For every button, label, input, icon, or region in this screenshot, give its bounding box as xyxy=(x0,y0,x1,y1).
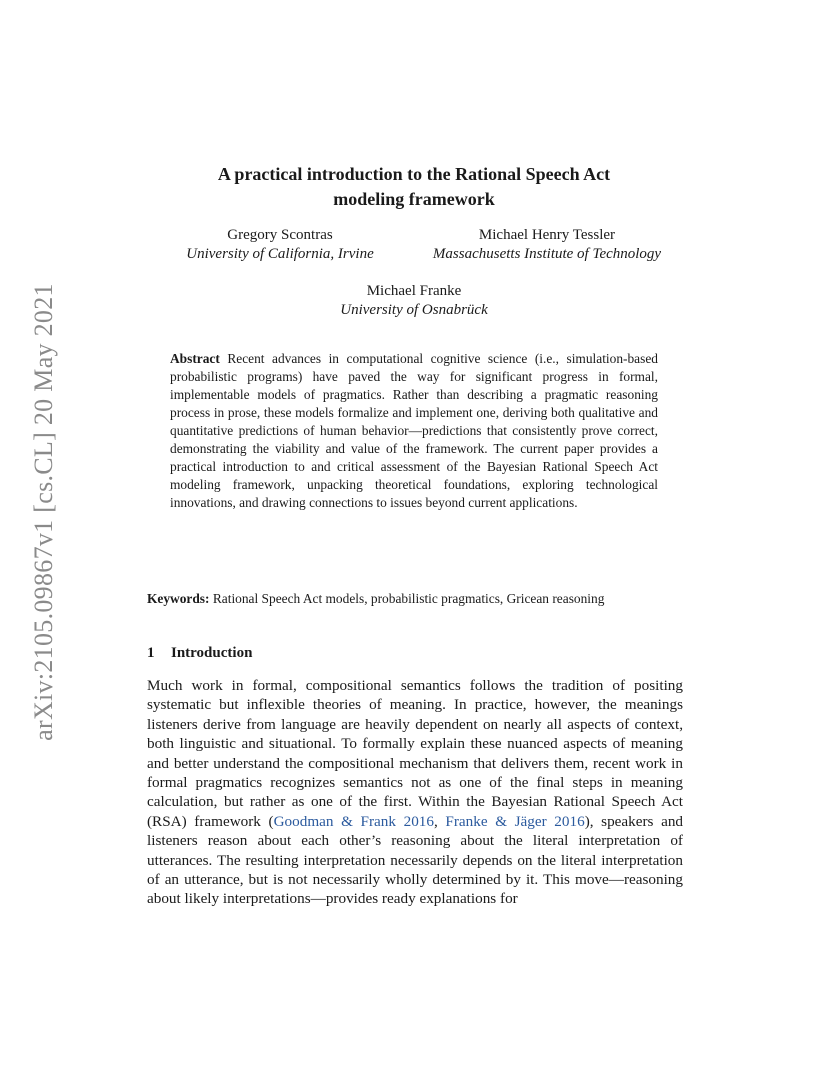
keywords-label: Keywords: xyxy=(147,591,210,606)
arxiv-identifier-stamp: arXiv:2105.09867v1 [cs.CL] 20 May 2021 xyxy=(29,283,58,741)
author-name: Michael Henry Tessler xyxy=(478,227,616,243)
section-number: 1 xyxy=(147,645,155,661)
citation-link-goodman-frank[interactable]: Goodman & Frank 2016 xyxy=(273,812,434,830)
intro-text-part-1: Much work in formal, compositional semantics follows the tradition of positing systematic but inflexible theories of meaning. In practice, however, the meanings listeners derive from language are heavily dependent on nearly all aspects of context, both linguistic and situational. To formally explain these nuanced aspects of meaning and better understand the compositional mechanism that delivers them, recent work in formal pragmatics recognizes semantics not as one of the final steps in meaning calculation, but rather as one of the first. Within the Bayesian Rational Speech Act (RSA) framework ( xyxy=(147,677,683,830)
keywords xyxy=(147,590,687,608)
author-block-franke xyxy=(304,282,524,320)
author-name: Gregory Scontras xyxy=(227,227,333,243)
intro-text-part-2: ), speakers and listeners reason about each other’s reasoning about the literal interpretation of utterances. The resulting interpretation necessarily depends on the literal interpretation of an utterance, but is not necessarily wholly determined by it. This move—reasoning about likely interpretations—provides ready explanations for xyxy=(147,812,684,908)
citation-separator: , xyxy=(433,812,446,830)
author-block-scontras xyxy=(170,226,390,264)
author-affiliation: University of Osnabrück xyxy=(340,302,488,318)
author-block-tessler xyxy=(414,226,680,264)
paper-title-line-2: modeling framework xyxy=(333,189,495,209)
abstract-text: Recent advances in computational cognitive science (i.e., simulation-based probabilistic programs) have paved the way for significant progress in formal, implementable models of pragmatics. Rather than describing a pragmatic reasoning process in prose, these models formalize and implement one, deriving both qualitative and quantitative predictions of human behavior—predictions that consistently prove correct, demonstrating the viability and value of the framework. The current paper provides a practical introduction to and critical assessment of the Bayesian Rational Speech Act modeling framework, unpacking theoretical foundations, exploring technological innovations, and drawing connections to issues beyond current applications. xyxy=(170,351,658,510)
author-name: Michael Franke xyxy=(366,283,462,299)
paper-title-line-1: A practical introduction to the Rational Speech Act xyxy=(217,164,611,184)
section-title: Introduction xyxy=(171,645,253,661)
keywords-text: Rational Speech Act models, probabilistic pragmatics, Gricean reasoning xyxy=(212,591,605,606)
citation-link-franke-jaeger[interactable]: Franke & Jäger 2016 xyxy=(445,812,585,830)
section-heading-introduction xyxy=(147,643,252,663)
abstract xyxy=(170,350,658,512)
author-affiliation: Massachusetts Institute of Technology xyxy=(432,246,662,262)
abstract-label: Abstract xyxy=(170,351,220,366)
introduction-paragraph xyxy=(147,676,683,909)
author-affiliation: University of California, Irvine xyxy=(186,246,374,262)
paper-title xyxy=(150,162,678,212)
